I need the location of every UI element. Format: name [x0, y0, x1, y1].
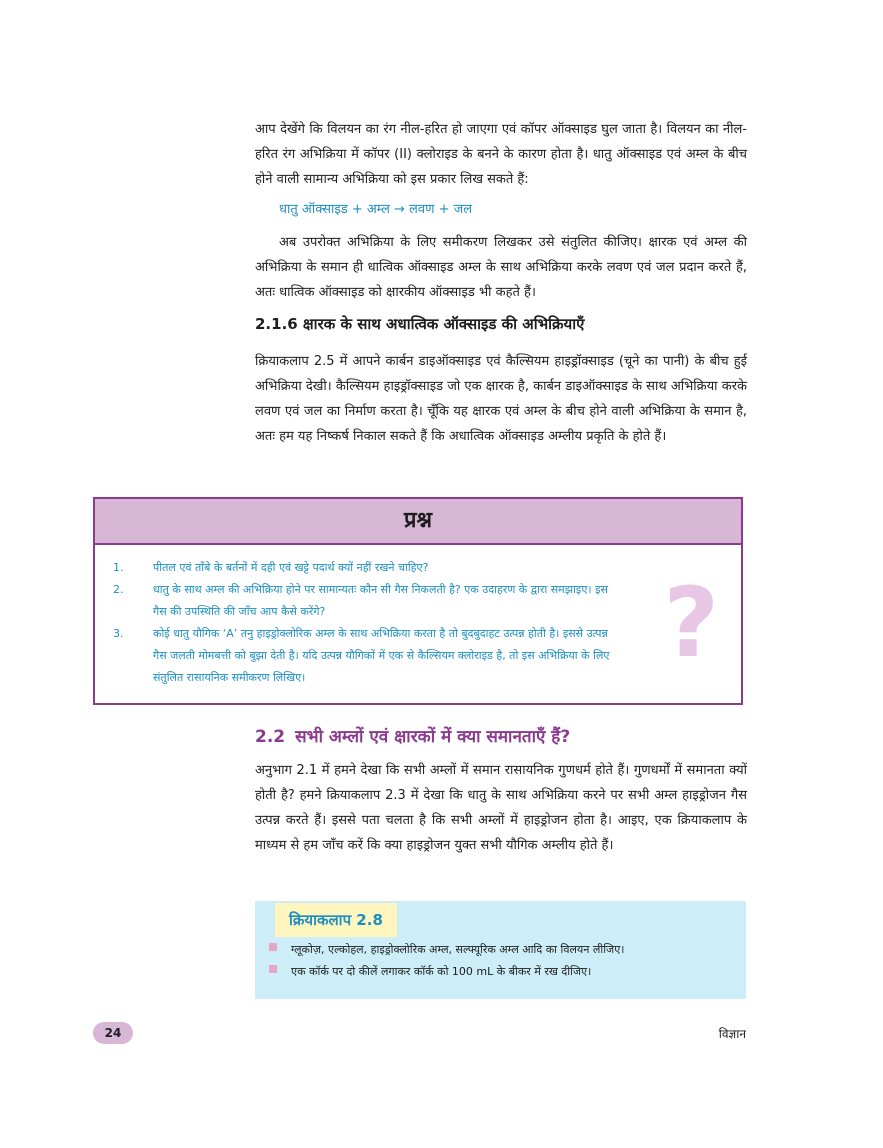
activity-box — [255, 901, 746, 999]
question-number: 3. — [113, 627, 124, 640]
activity-list — [269, 939, 739, 983]
questions-box-title: प्रश्न — [95, 499, 741, 545]
section-2-2-title: सभी अम्लों एवं क्षारकों में क्या समानताएँ हैं? — [295, 727, 571, 747]
page-number: 24 — [93, 1022, 133, 1044]
section-2-2-heading — [255, 724, 570, 747]
section-2-1-6-paragraph: क्रियाकलाप 2.5 में आपने कार्बन डाइऑक्साइड एवं कैल्सियम हाइड्रॉक्साइड (चूने का पानी) के बीच हुई अभिक्रिया देखी। कैल्सियम हाइड्रॉक्साइड जो एक क्षारक है, कार्बन डाइऑक्साइड के साथ अभिक्रिया करके लवण एवं जल का निर्माण करता है। चूँकि यह क्षारक एवं अम्ल के बीच होने वाली अभिक्रिया के समान है, अतः हम यह निष्कर्ष निकाल सकते हैं कि अधात्विक ऑक्साइड अम्लीय प्रकृति के होते हैं। — [255, 354, 747, 444]
section-2-2-number: 2.2 — [255, 727, 286, 747]
question-item — [113, 557, 613, 579]
questions-list — [113, 557, 613, 689]
square-bullet-icon — [269, 965, 277, 973]
footer-subject: विज्ञान — [718, 1027, 746, 1041]
intro-paragraph: आप देखेंगे कि विलयन का रंग नील-हरित हो जाएगा एवं कॉपर ऑक्साइड घुल जाता है। विलयन का नील-हरित रंग अभिक्रिया में कॉपर (II) क्लोराइड के बनने के कारण होता है। धातु ऑक्साइड एवं अम्ल के बीच होने वाली सामान्य अभिक्रिया को इस प्रकार लिख सकते हैं: — [255, 122, 747, 187]
square-bullet-icon — [269, 943, 277, 951]
question-text: कोई धातु यौगिक ‘A’ तनु हाइड्रोक्लोरिक अम्ल के साथ अभिक्रिया करता है तो बुदबुदाहट उत्पन्न होती है। इससे उत्पन्न गैस जलती मोमबत्ती को बुझा देती है। यदि उत्पन्न यौगिकों में एक से कैल्सियम क्लोराइड है, तो इस अभिक्रिया के लिए संतुलित रासायनिक समीकरण लिखिए। — [153, 627, 610, 684]
questions-box — [93, 497, 743, 705]
question-mark-icon: ? — [663, 567, 719, 679]
section-2-1-6-heading: 2.1.6 क्षारक के साथ अधात्विक ऑक्साइड की अभिक्रियाएँ — [255, 315, 585, 333]
activity-item-text: ग्लूकोज़, एल्कोहल, हाइड्रोक्लोरिक अम्ल, सल्फ्यूरिक अम्ल आदि का विलयन लीजिए। — [291, 943, 625, 956]
activity-title: क्रियाकलाप 2.8 — [275, 903, 397, 937]
question-text: पीतल एवं ताँबे के बर्तनों में दही एवं खट्टे पदार्थ क्यों नहीं रखने चाहिए? — [153, 561, 429, 574]
reaction-equation: धातु ऑक्साइड + अम्ल → लवण + जल — [279, 202, 473, 217]
activity-item-text: एक कॉर्क पर दो कीलें लगाकर कॉर्क को 100 mL के बीकर में रख दीजिए। — [291, 965, 592, 978]
question-number: 1. — [113, 561, 124, 574]
activity-item — [269, 961, 739, 983]
balance-paragraph: अब उपरोक्त अभिक्रिया के लिए समीकरण लिखकर उसे संतुलित कीजिए। क्षारक एवं अम्ल की अभिक्रिया के समान ही धात्विक ऑक्साइड अम्ल के साथ अभिक्रिया करके लवण एवं जल प्रदान करते हैं, अतः धात्विक ऑक्साइड को क्षारकीय ऑक्साइड भी कहते हैं। — [255, 235, 747, 300]
section-2-2-paragraph: अनुभाग 2.1 में हमने देखा कि सभी अम्लों में समान रासायनिक गुणधर्म होते हैं। गुणधर्मों में समानता क्यों होती है? हमने क्रियाकलाप 2.3 में देखा कि धातु के साथ अभिक्रिया करने पर सभी अम्ल हाइड्रोजन गैस उत्पन्न करते हैं। इससे पता चलता है कि सभी अम्लों में हाइड्रोजन होता है। आइए, एक क्रियाकलाप के माध्यम से हम जाँच करें कि क्या हाइड्रोजन युक्त सभी यौगिक अम्लीय होते हैं। — [255, 763, 747, 853]
question-text: धातु के साथ अम्ल की अभिक्रिया होने पर सामान्यतः कौन सी गैस निकलती है? एक उदाहरण के द्वारा समझाइए। इस गैस की उपस्थिति की जाँच आप कैसे करेंगे? — [153, 583, 608, 618]
question-number: 2. — [113, 583, 124, 596]
question-item — [113, 579, 613, 623]
question-item — [113, 623, 613, 689]
activity-item — [269, 939, 739, 961]
